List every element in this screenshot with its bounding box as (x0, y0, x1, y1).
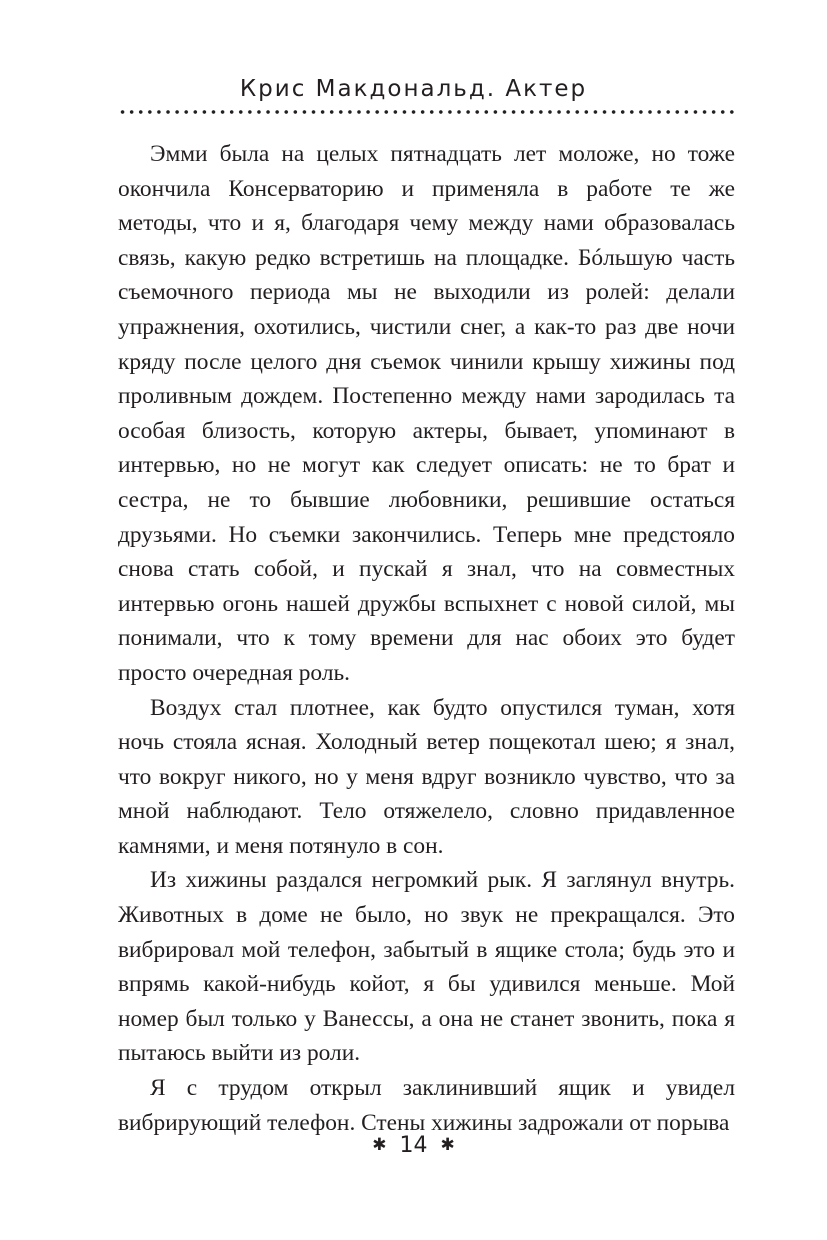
running-title: Крис Макдональд. Актер (239, 76, 588, 102)
running-header (0, 74, 827, 104)
dotted-divider (118, 110, 735, 114)
star-icon: ✱ (440, 1135, 455, 1155)
paragraph-2: Воздух стал плотнее, как будто опустился туман, хотя ночь стояла ясная. Холодный ветер пощекотал шею; я знал, что вокруг никого, но у меня вдруг возникло чувство, что за мной наблюдают. Тело отяжелело, словно придавленное камнями, и меня потянуло в сон. (118, 694, 735, 859)
paragraph-4: Я с трудом открыл заклинивший ящик и увидел вибрирующий телефон. Стены хижины задрожали от порыва (118, 1075, 735, 1136)
paragraph-3: Из хижины раздался негромкий рык. Я заглянул внутрь. Животных в доме не было, но звук не прекращался. Это вибрировал мой телефон, забытый в ящике стола; будь это и впрямь какой-нибудь койот, я бы удивился меньше. Мой номер был только у Ванессы, а она не станет звонить, пока я пытаюсь выйти из роли. (118, 867, 735, 1067)
paragraph-1: Эмми была на целых пятнадцать лет моложе, но тоже окончила Консерваторию и применяла в работе те же методы, что и я, благодаря чему между нами образовалась связь, какую редко встретишь на площадке. Бóльшую часть съемочного периода мы не выходили из ролей: делали упражнения, охотились, чистили снег, а как-то раз две ночи кряду после целого дня съемок чинили крышу хижины под проливным дождем. Постепенно между нами зародилась та особая близость, которую актеры, бывает, упоминают в интервью, но не могут как следует описать: не то брат и сестра, не то бывшие любовники, решившие остаться друзьями. Но съемки закончились. Теперь мне предстояло снова стать собой, и пускай я знал, что на совместных интервью огонь нашей дружбы вспыхнет с новой силой, мы понимали, что к тому времени для нас обоих это будет просто очередная роль. (118, 141, 735, 686)
page-footer (0, 1130, 827, 1161)
page-number: 14 (399, 1133, 428, 1158)
star-icon: ✱ (372, 1135, 387, 1155)
page-body (118, 137, 735, 1140)
